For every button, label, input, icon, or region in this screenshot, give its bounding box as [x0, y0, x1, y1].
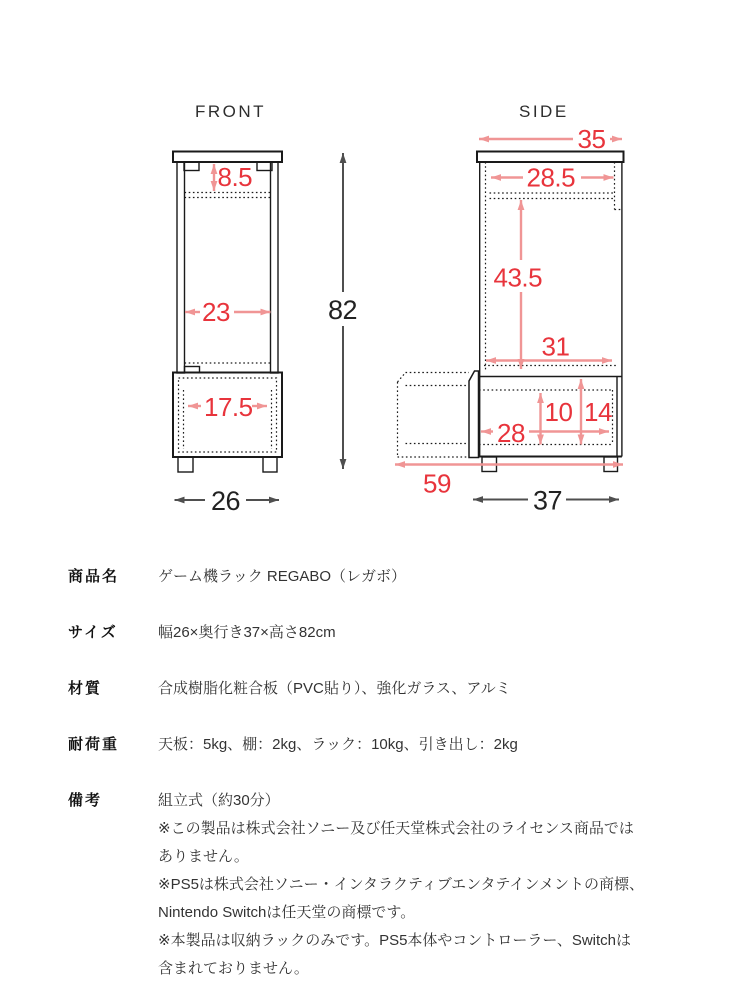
spec-row-remarks — [68, 787, 696, 983]
dim-side-drawer-height: 14 — [584, 397, 612, 427]
dim-side-top-depth: 35 — [577, 124, 606, 154]
dim-front-total-height: 82 — [328, 295, 358, 325]
dim-side-inner-depth: 28.5 — [526, 162, 576, 193]
remarks-line: 組立式（約30分） — [158, 792, 280, 809]
spec-value: 天板：5kg、棚：2kg、ラック：10kg、引き出し：2kg — [158, 736, 518, 753]
remarks-line: ※本製品は収納ラックのみです。PS5本体やコントローラー、Switchは — [158, 932, 632, 949]
dim-side-shelf-depth: 31 — [541, 331, 570, 362]
dim-front-total-width: 26 — [211, 486, 241, 516]
front-view-title: FRONT — [195, 102, 267, 121]
spec-label: 材質 — [68, 680, 103, 697]
spec-label: 商品名 — [68, 568, 120, 585]
front-dimension-arrows — [175, 153, 344, 500]
dim-side-total-depth: 37 — [533, 485, 563, 516]
remarks-line: 含まれておりません。 — [158, 960, 309, 977]
spec-row-size — [68, 619, 696, 647]
spec-value: 幅26×奥行き37×高さ82cm — [158, 624, 336, 641]
spec-row-load-capacity — [68, 731, 696, 759]
side-view-title: SIDE — [519, 102, 569, 121]
dim-front-inner-width: 23 — [202, 297, 230, 327]
side-view — [395, 102, 624, 516]
dim-side-extended-depth: 59 — [423, 468, 451, 499]
spec-value: ゲーム機ラック REGABO（レガボ） — [158, 568, 407, 585]
spec-label: 耐荷重 — [68, 736, 120, 753]
spec-label: 備考 — [68, 792, 103, 809]
dim-side-upper-inner-height: 43.5 — [493, 262, 543, 293]
remarks-line: ※この製品は株式会社ソニー及び任天堂株式会社のライセンス商品では — [158, 820, 634, 837]
spec-row-product-name — [68, 563, 696, 591]
dim-side-drawer-inner-height: 10 — [544, 397, 573, 427]
spec-value — [158, 787, 696, 983]
spec-table — [68, 563, 696, 983]
spec-value: 合成樹脂化粧合板（PVC貼り）、強化ガラス、アルミ — [158, 680, 511, 697]
remarks-line: Nintendo Switchは任天堂の商標です。 — [158, 904, 416, 921]
spec-row-material — [68, 675, 696, 703]
remarks-line: ありません。 — [158, 848, 249, 865]
dim-side-drawer-inner-depth: 28 — [497, 418, 525, 448]
remarks-line: ※PS5は株式会社ソニー・インタラクティブエンタテインメントの商標、 — [158, 876, 644, 893]
dim-front-drawer-width: 17.5 — [204, 392, 253, 422]
front-view — [173, 102, 357, 516]
spec-label: サイズ — [68, 624, 118, 641]
drawer-pullout-phantom — [398, 373, 470, 458]
dim-front-top-gap: 8.5 — [217, 162, 253, 192]
